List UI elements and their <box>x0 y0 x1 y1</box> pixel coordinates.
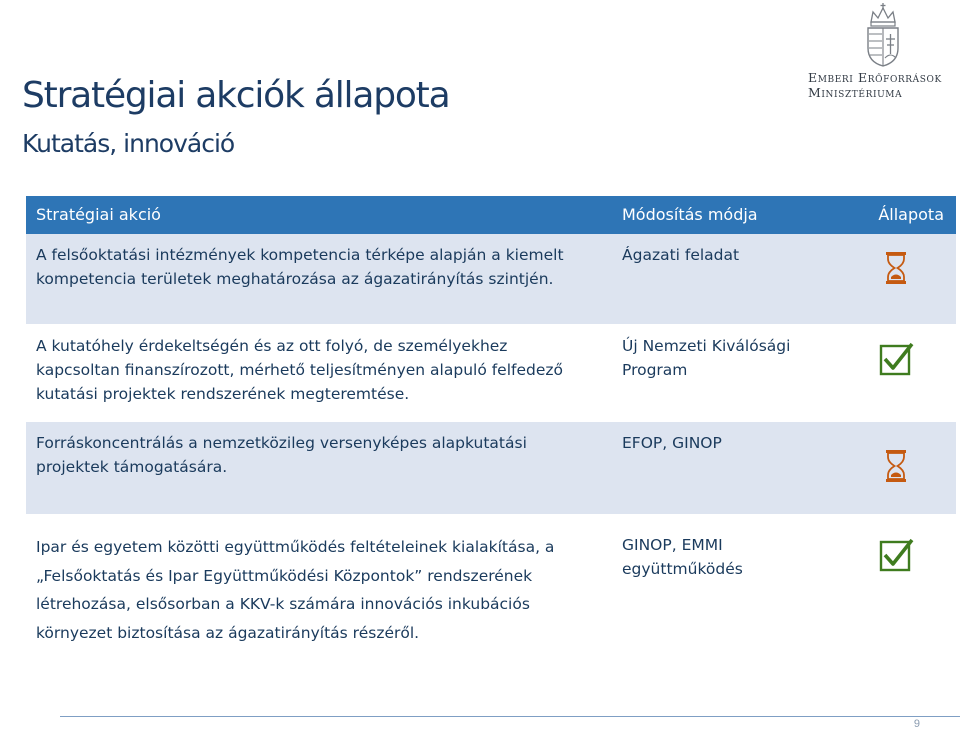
checkbox-checked-icon <box>878 341 914 377</box>
page-number: 9 <box>913 718 920 730</box>
ministry-name-line2: Minisztériuma <box>808 85 903 100</box>
mode-cell: Új Nemzeti Kiválósági Program <box>622 337 791 379</box>
action-cell: Forráskoncentrálás a nemzetközileg versenyképes alapkutatási projektek támogatására. <box>36 434 527 476</box>
slide-title: Stratégiai akciók állapota <box>22 75 450 116</box>
strategic-actions-table <box>26 196 956 666</box>
action-cell: Ipar és egyetem közötti együttműködés feltételeinek kialakítása, a „Felsőoktatás és Ipar Együttműködési Központok” rendszerének létrehozása, elsősorban a KKV-k számára innovációs inkubációs környezet biztosítása az ágazatirányítás részéről. <box>36 538 555 642</box>
hungarian-coat-of-arms-icon <box>863 2 903 68</box>
table-row <box>26 234 956 325</box>
mode-cell: GINOP, EMMI együttműködés <box>622 536 743 578</box>
hourglass-icon <box>878 448 914 484</box>
mode-cell: Ágazati feladat <box>622 246 740 264</box>
checkbox-checked-icon <box>878 537 914 573</box>
table-header <box>26 196 956 234</box>
hourglass-icon <box>878 250 914 286</box>
ministry-logo <box>808 2 956 102</box>
mode-cell: EFOP, GINOP <box>622 434 722 452</box>
table-row <box>26 325 956 422</box>
table-row <box>26 515 956 666</box>
ministry-name-line1: Emberi Erőforrások <box>808 70 942 85</box>
slide-subtitle: Kutatás, innováció <box>22 129 235 158</box>
table-row <box>26 422 956 515</box>
column-header-mode: Módosítás módja <box>622 205 758 224</box>
column-header-action: Stratégiai akció <box>36 205 161 224</box>
action-cell: A kutatóhely érdekeltségén és az ott folyó, de személyekhez kapcsoltan finanszírozott, mérhető teljesítményen alapuló felfedező kutatási projektek rendszerének megteremtése. <box>36 337 564 403</box>
action-cell: A felsőoktatási intézmények kompetencia térképe alapján a kiemelt kompetencia területek meghatározása az ágazatirányítás szintjén. <box>36 246 564 288</box>
footer-divider <box>60 716 960 717</box>
column-header-status: Állapota <box>878 205 944 224</box>
